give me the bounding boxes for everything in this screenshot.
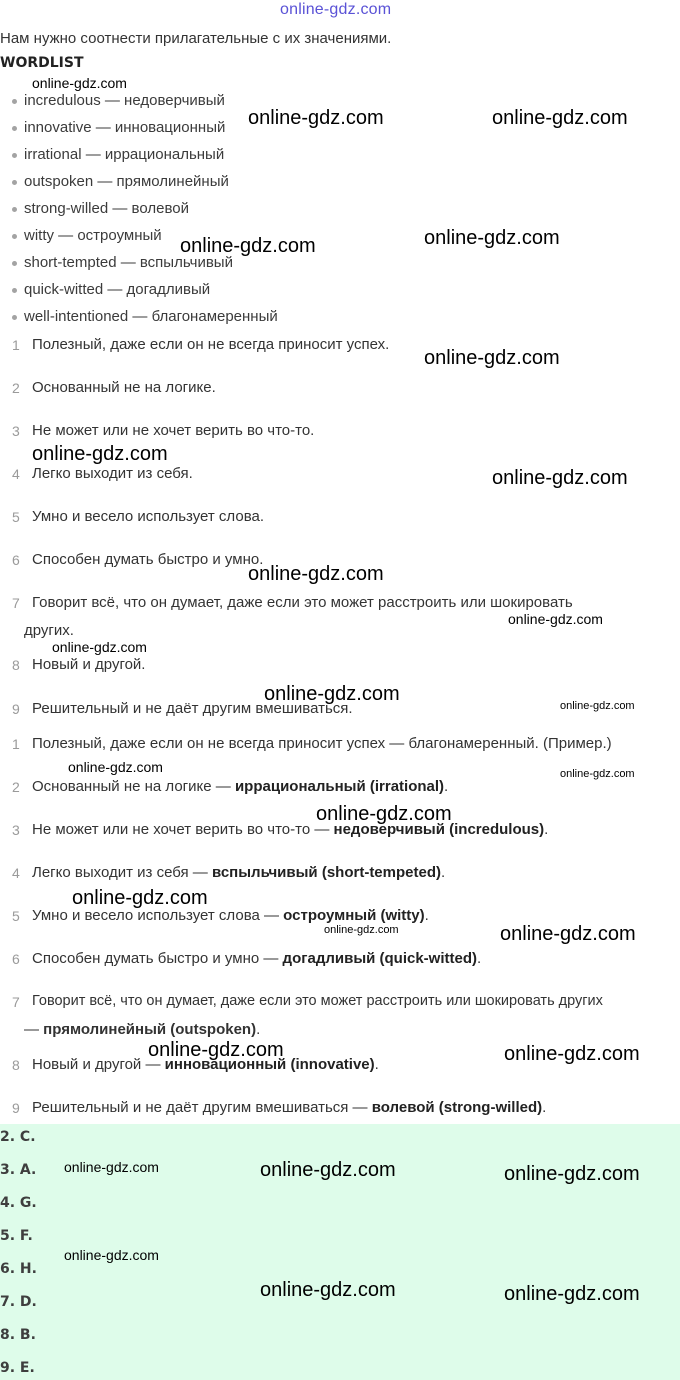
answer-number: 5	[12, 908, 20, 924]
answer-suffix: .	[374, 1056, 379, 1073]
answer-number: 7	[12, 994, 20, 1010]
answer-number: 3	[12, 822, 20, 838]
wordlist-item-text: strong-willed — волевой	[24, 200, 189, 217]
wordlist-item-text: innovative — инновационный	[24, 119, 226, 136]
question-text: Говорит всё, что он думает, даже если это может расстроить или шокировать	[32, 594, 573, 611]
answer-prefix: —	[24, 1021, 44, 1038]
answer-text	[32, 778, 448, 795]
answer-prefix: Умно и весело использует слова —	[32, 907, 284, 924]
answer-number: 8	[12, 1057, 20, 1073]
wordlist-item	[12, 200, 189, 217]
bullet-icon	[12, 234, 17, 239]
bullet-icon	[12, 315, 17, 320]
question-number: 5	[12, 509, 20, 525]
answer-suffix: .	[542, 1099, 547, 1116]
answer-suffix: .	[424, 907, 429, 924]
watermark: online-gdz.com	[264, 683, 400, 705]
question-text: Не может или не хочет верить во что-то.	[32, 422, 315, 439]
watermark: online-gdz.com	[424, 347, 560, 369]
answer-text	[32, 950, 481, 967]
watermark: online-gdz.com	[64, 1247, 159, 1263]
answer-word: волевой (strong-willed)	[371, 1099, 543, 1116]
site-logo[interactable]: online-gdz.com	[280, 1, 392, 18]
answer-prefix: Не может или не хочет верить во что-то —	[32, 821, 334, 838]
wordlist-item	[12, 146, 224, 163]
watermark: online-gdz.com	[492, 107, 628, 129]
watermark: online-gdz.com	[148, 1039, 284, 1061]
answer-word: инновационный (innovative)	[164, 1056, 375, 1073]
question-text: Способен думать быстро и умно.	[32, 551, 264, 568]
watermark: online-gdz.com	[68, 759, 163, 775]
wordlist-title: WORDLIST	[0, 55, 84, 71]
question-number: 7	[12, 595, 20, 611]
wordlist-item	[12, 308, 278, 325]
answer-word: вспыльчивый (short-tempeted)	[211, 864, 441, 881]
watermark: online-gdz.com	[64, 1159, 159, 1175]
wordlist-item	[12, 281, 210, 298]
question-number: 4	[12, 466, 20, 482]
answer-number: 6	[12, 951, 20, 967]
wordlist-item-text: quick-witted — догадливый	[24, 281, 211, 298]
bullet-icon	[12, 288, 17, 293]
answer-text	[32, 821, 548, 838]
watermark: online-gdz.com	[560, 700, 635, 712]
question-text: Основанный не на логике.	[32, 379, 216, 396]
wordlist-item	[12, 119, 225, 136]
watermark: online-gdz.com	[316, 803, 452, 825]
answer-text	[32, 1099, 546, 1116]
question-text: Легко выходит из себя.	[32, 465, 193, 482]
wordlist-item-text: short-tempted — вспыльчивый	[24, 254, 233, 271]
watermark: online-gdz.com	[260, 1279, 396, 1301]
watermark: online-gdz.com	[492, 467, 628, 489]
bullet-icon	[12, 180, 17, 185]
answer-suffix: .	[256, 1021, 261, 1038]
answer-number: 4	[12, 865, 20, 881]
question-text: Умно и весело использует слова.	[32, 508, 265, 525]
intro-text: Нам нужно соотнести прилагательные с их значениями.	[0, 30, 392, 47]
answer-prefix: Новый и другой —	[32, 1056, 165, 1073]
answer-key-item: 7. D.	[0, 1294, 37, 1310]
watermark: online-gdz.com	[180, 235, 316, 257]
watermark: online-gdz.com	[324, 924, 399, 936]
answer-prefix: Основанный не на логике —	[32, 778, 235, 795]
answer-key-item: 8. B.	[0, 1327, 36, 1343]
answer-text	[32, 993, 603, 1009]
answer-prefix: Способен думать быстро и умно —	[32, 950, 283, 967]
answer-key-item: 5. F.	[0, 1228, 33, 1244]
watermark: online-gdz.com	[32, 75, 127, 91]
wordlist-item-text: incredulous — недоверчивый	[24, 92, 225, 109]
question-number: 8	[12, 657, 20, 673]
answer-key-item: 4. G.	[0, 1195, 37, 1211]
watermark: online-gdz.com	[508, 611, 603, 627]
answer-text	[32, 864, 445, 881]
question-text: Новый и другой.	[32, 656, 146, 673]
watermark: online-gdz.com	[500, 923, 636, 945]
question-text-continuation: других.	[24, 622, 74, 639]
answer-suffix: .	[544, 821, 549, 838]
answer-number: 9	[12, 1100, 20, 1116]
watermark: online-gdz.com	[504, 1043, 640, 1065]
question-number: 3	[12, 423, 20, 439]
question-number: 6	[12, 552, 20, 568]
answer-prefix: Говорит всё, что он думает, даже если это может расстроить или шокировать других	[32, 993, 603, 1009]
wordlist-item	[12, 173, 229, 190]
watermark: online-gdz.com	[72, 887, 208, 909]
wordlist-item-text: outspoken — прямолинейный	[24, 173, 229, 190]
answer-number: 2	[12, 779, 20, 795]
answer-key-item: 3. A.	[0, 1162, 37, 1178]
wordlist-item-text: irrational — иррациональный	[24, 146, 225, 163]
watermark: online-gdz.com	[424, 227, 560, 249]
answer-word: иррациональный (irrational)	[234, 778, 445, 795]
question-text: Полезный, даже если он не всегда приносит успех.	[32, 336, 390, 353]
answer-text	[32, 735, 612, 752]
bullet-icon	[12, 99, 17, 104]
watermark: online-gdz.com	[52, 639, 147, 655]
answer-word: остроумный (witty)	[283, 907, 425, 924]
answer-suffix: .	[477, 950, 482, 967]
wordlist-item-text: witty — остроумный	[24, 227, 162, 244]
answer-suffix: .	[444, 778, 449, 795]
wordlist-item	[12, 92, 225, 109]
question-text: Решительный и не даёт другим вмешиваться.	[32, 700, 353, 717]
answer-key-item: 6. H.	[0, 1261, 37, 1277]
answer-key-item: 2. C.	[0, 1129, 36, 1145]
watermark: online-gdz.com	[260, 1159, 396, 1181]
watermark: online-gdz.com	[32, 443, 168, 465]
bullet-icon	[12, 153, 17, 158]
wordlist-item-text: well-intentioned — благонамеренный	[24, 308, 278, 325]
answer-prefix: Легко выходит из себя —	[32, 864, 212, 881]
answer-word: недоверчивый (incredulous)	[333, 821, 545, 838]
answer-prefix: Полезный, даже если он не всегда приносит успех — благонамеренный. (Пример.)	[32, 735, 612, 752]
answer-prefix: Решительный и не даёт другим вмешиваться —	[32, 1099, 372, 1116]
watermark: online-gdz.com	[248, 107, 384, 129]
answer-number: 1	[12, 736, 20, 752]
answer-suffix: .	[441, 864, 446, 881]
answer-word: догадливый (quick-witted)	[282, 950, 478, 967]
answer-text-continuation	[24, 1021, 260, 1038]
watermark: online-gdz.com	[248, 563, 384, 585]
watermark: online-gdz.com	[504, 1283, 640, 1305]
bullet-icon	[12, 207, 17, 212]
answer-key-item: 9. E.	[0, 1360, 35, 1376]
question-number: 2	[12, 380, 20, 396]
question-number: 1	[12, 337, 20, 353]
question-number: 9	[12, 701, 20, 717]
answer-word: прямолинейный (outspoken)	[43, 1021, 257, 1038]
watermark: online-gdz.com	[504, 1163, 640, 1185]
watermark: online-gdz.com	[560, 768, 635, 780]
bullet-icon	[12, 126, 17, 131]
wordlist-item	[12, 227, 162, 244]
bullet-icon	[12, 261, 17, 266]
